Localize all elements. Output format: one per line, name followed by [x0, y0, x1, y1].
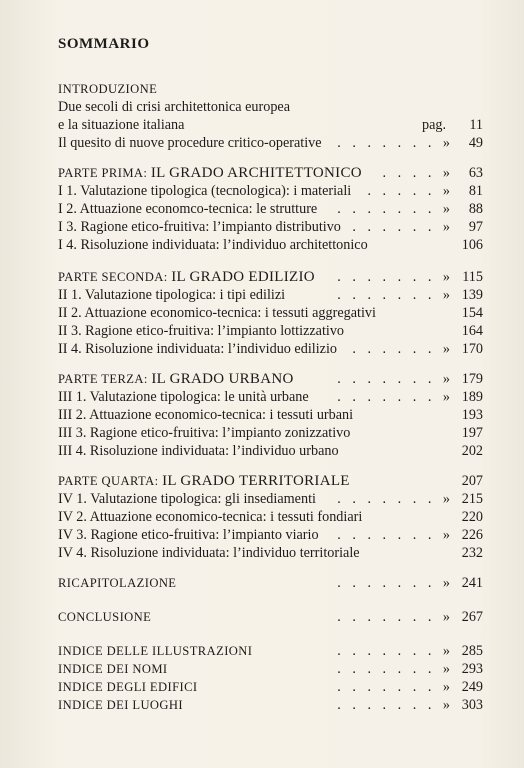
dot-leader: . . . . . . . »	[337, 269, 454, 285]
dot-leader: . . . . . . . »	[337, 679, 454, 695]
page-number: 81	[468, 183, 483, 199]
page-number: 11	[469, 117, 483, 133]
toc-entry	[58, 442, 483, 460]
entry-text: I 1. Valutazione tipologica (tecnologica): i materiali	[58, 183, 352, 199]
page-number: 154	[461, 305, 483, 321]
toc-entry	[58, 182, 483, 200]
part-heading	[58, 370, 483, 388]
toc-entry-index	[58, 660, 483, 678]
pag-label: pag.	[422, 117, 447, 133]
dot-leader: . . . . . . »	[352, 341, 454, 357]
part-title: IL GRADO URBANO	[151, 371, 294, 387]
dot-leader: . . . . . »	[367, 183, 454, 199]
page-number: 88	[468, 201, 483, 217]
entry-text: I 3. Ragione etico-fruitiva: l’impianto distributivo	[58, 219, 341, 235]
entry-text: III 2. Attuazione economico-tecnica: i tessuti urbani	[58, 407, 354, 423]
page-title: SOMMARIO	[58, 36, 150, 52]
toc-entry	[58, 200, 483, 218]
page-number: 115	[462, 269, 483, 285]
page-number: 232	[461, 545, 483, 561]
entry-text: IV 3. Ragione etico-fruitiva: l’impianto viario	[58, 527, 319, 543]
entry-text: IV 4. Risoluzione individuata: l’individuo territoriale	[58, 545, 360, 561]
page-number: 220	[461, 509, 483, 525]
page-number: 170	[461, 341, 483, 357]
toc-entry	[58, 388, 483, 406]
toc-entry	[58, 322, 483, 340]
page-number: 193	[461, 407, 483, 423]
part-label: PARTE SECONDA:	[58, 270, 168, 284]
toc-entry	[58, 490, 483, 508]
entry-text: II 4. Risoluzione individuata: l’individuo edilizio	[58, 341, 337, 357]
page-number: 267	[461, 609, 483, 625]
dot-leader: . . . . . . . »	[337, 201, 454, 217]
dot-leader: . . . . . . . »	[337, 643, 454, 659]
part-label: PARTE PRIMA:	[58, 166, 148, 180]
page-number: 179	[461, 371, 483, 387]
page-number: 293	[461, 661, 483, 677]
entry-text: I 2. Attuazione economco-tecnica: le strutture	[58, 201, 318, 217]
page-number: 226	[461, 527, 483, 543]
entry-text: III 1. Valutazione tipologica: le unità urbane	[58, 389, 309, 405]
page-number: 63	[468, 165, 483, 181]
intro-heading-text: INTRODUZIONE	[58, 82, 158, 96]
page-number: 215	[461, 491, 483, 507]
entry-text: III 3. Ragione etico-fruitiva: l’impianto zonizzativo	[58, 425, 351, 441]
toc-entry	[58, 98, 483, 116]
part-title: IL GRADO ARCHITETTONICO	[150, 165, 362, 181]
part-title: IL GRADO TERRITORIALE	[162, 473, 350, 489]
page-number: 106	[461, 237, 483, 253]
entry-text: INDICE DEI LUOGHI	[58, 698, 184, 712]
entry-text: e la situazione italiana	[58, 117, 185, 133]
intro-heading	[58, 80, 483, 98]
part-label: PARTE TERZA:	[58, 372, 148, 386]
toc-entry	[58, 236, 483, 254]
entry-text: III 4. Risoluzione individuata: l’individuo urbano	[58, 443, 339, 459]
toc-entry	[58, 424, 483, 442]
page-number: 303	[461, 697, 483, 713]
toc-entry	[58, 134, 483, 152]
entry-text: INDICE DELLE ILLUSTRAZIONI	[58, 644, 253, 658]
entry-text: IV 1. Valutazione tipologica: gli insediamenti	[58, 491, 316, 507]
part-heading	[58, 268, 483, 286]
page-number: 97	[468, 219, 483, 235]
entry-text: INDICE DEI NOMI	[58, 662, 168, 676]
dot-leader: . . . . . . . »	[337, 491, 454, 507]
toc-entry	[58, 508, 483, 526]
part-heading	[58, 164, 483, 182]
dot-leader: . . . . . . . »	[337, 575, 454, 591]
entry-text: IV 2. Attuazione economico-tecnica: i tessuti fondiari	[58, 509, 363, 525]
page-number: 241	[461, 575, 483, 591]
dot-leader: . . . . . . . »	[337, 371, 454, 387]
entry-text: II 3. Ragione etico-fruitiva: l’impianto lottizzativo	[58, 323, 345, 339]
entry-text: CONCLUSIONE	[58, 610, 152, 624]
part-label: PARTE QUARTA:	[58, 474, 159, 488]
page-number: 202	[461, 443, 483, 459]
entry-text: Due secoli di crisi architettonica europea	[58, 99, 291, 115]
page-number: 197	[461, 425, 483, 441]
entry-text: INDICE DEGLI EDIFICI	[58, 680, 198, 694]
toc-entry	[58, 340, 483, 358]
toc-entry	[58, 544, 483, 562]
page-number: 189	[461, 389, 483, 405]
entry-text: II 2. Attuazione economico-tecnica: i tessuti aggregativi	[58, 305, 376, 321]
entry-text: II 1. Valutazione tipologica: i tipi edilizi	[58, 287, 286, 303]
toc-entry-ricapitolazione	[58, 574, 483, 592]
dot-leader: . . . . . . »	[352, 219, 454, 235]
page-number: 164	[461, 323, 483, 339]
entry-text: I 4. Risoluzione individuata: l’individuo architettonico	[58, 237, 368, 253]
toc-entry-conclusione	[58, 608, 483, 626]
toc-entry	[58, 304, 483, 322]
dot-leader: . . . . . . . »	[337, 661, 454, 677]
dot-leader: . . . . . . . »	[337, 697, 454, 713]
dot-leader: . . . . »	[382, 165, 454, 181]
page-number: 139	[461, 287, 483, 303]
dot-leader: . . . . . . . »	[337, 389, 454, 405]
part-heading	[58, 472, 483, 490]
entry-text: Il quesito di nuove procedure critico-operative	[58, 135, 322, 151]
part-title: IL GRADO EDILIZIO	[171, 269, 315, 285]
page-number: 249	[461, 679, 483, 695]
dot-leader: . . . . . . . »	[337, 135, 454, 151]
toc-entry	[58, 526, 483, 544]
toc-entry	[58, 406, 483, 424]
toc-entry	[58, 286, 483, 304]
toc-entry	[58, 116, 483, 134]
toc-entry-index	[58, 642, 483, 660]
dot-leader: . . . . . . . »	[337, 527, 454, 543]
toc-entry-index	[58, 678, 483, 696]
page-number: 49	[468, 135, 483, 151]
page-number: 207	[461, 473, 483, 489]
page-number: 285	[461, 643, 483, 659]
entry-text: RICAPITOLAZIONE	[58, 576, 177, 590]
dot-leader: . . . . . . . »	[337, 609, 454, 625]
toc-entry-index	[58, 696, 483, 714]
dot-leader: . . . . . . . »	[337, 287, 454, 303]
toc-entry	[58, 218, 483, 236]
